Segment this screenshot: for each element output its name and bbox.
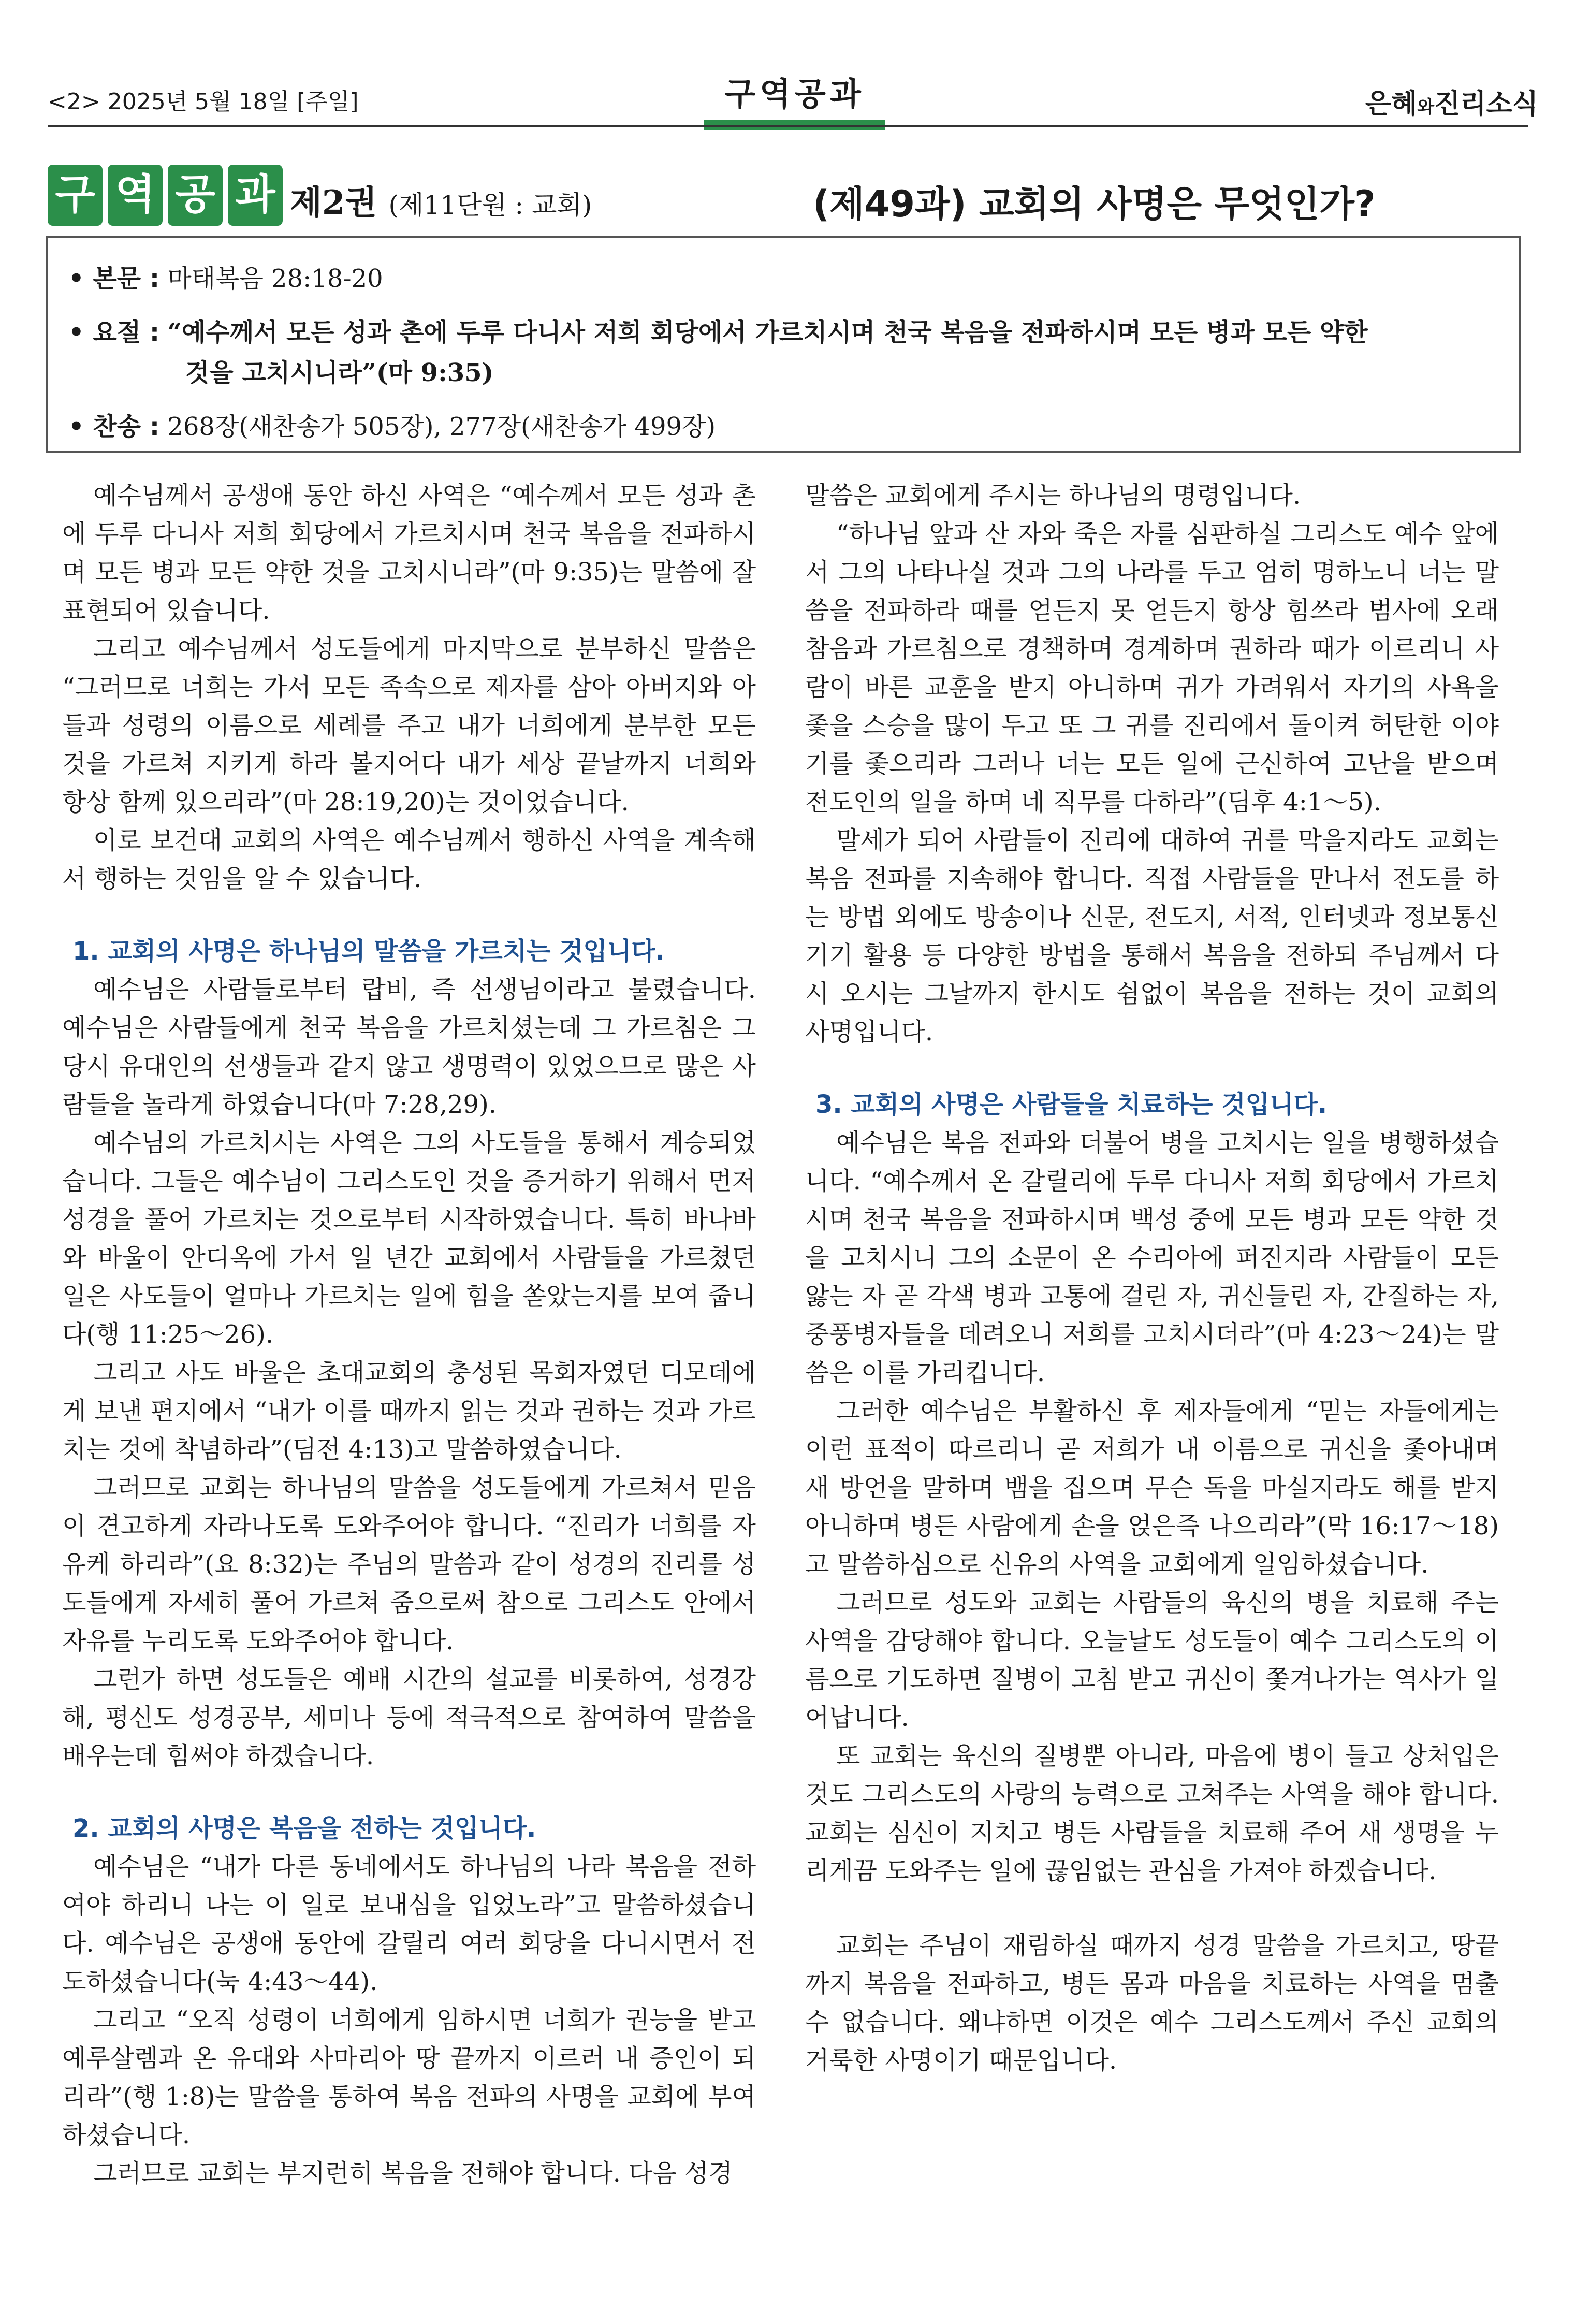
paragraph: 이로 보건대 교회의 사역은 예수님께서 행하신 사역을 계속해서 행하는 것임을 알 수 있습니다. xyxy=(62,826,756,893)
publication-name xyxy=(1365,82,1538,121)
section-heading-2: 2. 교회의 사명은 복음을 전하는 것입니다. xyxy=(72,1814,536,1843)
badge-char: 과 xyxy=(228,165,283,226)
key-verse-line2: 것을 고치시니라”(마 9:35) xyxy=(185,358,494,387)
conclusion-paragraph: 교회는 주님이 재림하실 때까지 성경 말씀을 가르치고, 땅끝까지 복음을 전파하고, 병든 몸과 마음을 치료하는 사역을 멈출 수 없습니다. 왜냐하면 이것은 예수 그리스도께서 주신 교회의 거룩한 사명이기 때문입니다. xyxy=(805,1931,1499,2075)
paragraph: 말세가 되어 사람들이 진리에 대하여 귀를 막을지라도 교회는 복음 전파를 지속해야 합니다. 직접 사람들을 만나서 전도를 하는 방법 외에도 방송이나 신문, 전도지, 서적, 인터넷과 정보통신 기기 활용 등 다양한 방법을 통해서 복음을 전하되 주님께서 다시 오시는 그날까지 한시도 쉼없이 복음을 전하는 것이 교회의 사명입니다. xyxy=(805,826,1499,1047)
paragraph: 그러한 예수님은 부활하신 후 제자들에게 “믿는 자들에게는 이런 표적이 따르리니 곧 저희가 내 이름으로 귀신을 좇아내며 새 방언을 말하며 뱀을 집으며 무슨 독을 마실지라도 해를 받지 아니하며 병든 사람에게 손을 얹은즉 나으리라”(막 16:17～18)고 말씀하심으로 신유의 사역을 교회에게 일임하셨습니다. xyxy=(805,1397,1499,1579)
key-verse-line1: “예수께서 모든 성과 촌에 두루 다니사 저희 회당에서 가르치시며 천국 복음을 전파하시며 모든 병과 모든 약한 xyxy=(167,318,1368,347)
badge-char: 역 xyxy=(108,165,163,226)
spacer xyxy=(805,1890,1499,1926)
unit-info: (제11단원 : 교회) xyxy=(388,190,592,220)
publication-wa: 와 xyxy=(1417,97,1435,118)
page-date-info: <2> 2025년 5월 18일 [주일] xyxy=(48,89,359,115)
volume-info xyxy=(290,176,592,224)
right-column xyxy=(805,476,1499,2080)
hymn-value: 268장(새찬송가 505장), 277장(새찬송가 499장) xyxy=(167,412,716,441)
section-heading-1: 1. 교회의 사명은 하나님의 말씀을 가르치는 것입니다. xyxy=(72,937,665,966)
volume-number: 제2권 xyxy=(290,183,377,222)
paragraph: 또 교회는 육신의 질병뿐 아니라, 마음에 병이 들고 상처입은 것도 그리스도의 사랑의 능력으로 고쳐주는 사역을 해야 합니다. 교회는 심신이 지치고 병든 사람들을 치료해 주어 새 생명을 누리게끔 도와주는 일에 끊임없는 관심을 가져야 하겠습니다. xyxy=(805,1741,1499,1885)
paragraph: 그러므로 성도와 교회는 사람들의 육신의 병을 치료해 주는 사역을 감당해야 합니다. 오늘날도 성도들이 예수 그리스도의 이름으로 기도하면 질병이 고침 받고 귀신이 쫓겨나가는 역사가 일어납니다. xyxy=(805,1588,1499,1732)
paragraph: 그런가 하면 성도들은 예배 시간의 설교를 비롯하여, 성경강해, 평신도 성경공부, 세미나 등에 적극적으로 참여하여 말씀을 배우는데 힘써야 하겠습니다. xyxy=(62,1665,756,1770)
hymn-row xyxy=(68,406,1498,447)
lesson-title: (제49과) 교회의 사명은 무엇인가? xyxy=(813,183,1376,225)
paragraph: 그러므로 교회는 부지런히 복음을 전해야 합니다. 다음 성경 xyxy=(93,2159,733,2188)
paragraph: 예수님은 “내가 다른 동네에서도 하나님의 나라 복음을 전하여야 하리니 나는 이 일로 보내심을 입었노라”고 말씀하셨습니다. 예수님은 공생애 동안에 갈릴리 여러 회당을 다니시면서 전도하셨습니다(눅 4:43～44). xyxy=(62,1852,756,1996)
scripture-value: 마태복음 28:18-20 xyxy=(167,264,383,293)
paragraph: 그러므로 교회는 하나님의 말씀을 성도들에게 가르쳐서 믿음이 견고하게 자라나도록 도와주어야 합니다. “진리가 너희를 자유케 하리라”(요 8:32)는 주님의 말씀과 같이 성경의 진리를 성도들에게 자세히 풀어 가르쳐 줌으로써 참으로 그리스도 안에서 자유를 누리도록 도와주어야 합니다. xyxy=(62,1473,756,1655)
key-verse-label: • 요절 : xyxy=(68,318,160,347)
paragraph: 예수님은 사람들로부터 랍비, 즉 선생님이라고 불렸습니다. 예수님은 사람들에게 천국 복음을 가르치셨는데 그 가르침은 그 당시 유대인의 선생들과 같지 않고 생명력이 있었으므로 많은 사람들을 놀라게 하였습니다(마 7:28,29). xyxy=(62,975,756,1119)
paragraph: 그리고 사도 바울은 초대교회의 충성된 목회자였던 디모데에게 보낸 편지에서 “내가 이를 때까지 읽는 것과 권하는 것과 가르치는 것에 착념하라”(딤전 4:13)고 말씀하였습니다. xyxy=(62,1358,756,1464)
badge-char: 구 xyxy=(48,165,103,226)
left-column xyxy=(62,476,756,2192)
scripture-text-row xyxy=(68,258,1498,299)
paragraph: 말씀은 교회에게 주시는 하나님의 명령입니다. xyxy=(805,481,1301,510)
lesson-badge xyxy=(48,165,283,226)
publication-main: 은혜 xyxy=(1365,89,1418,120)
paragraph: 그리고 예수님께서 성도들에게 마지막으로 분부하신 말씀은 “그러므로 너희는 가서 모든 족속으로 제자를 삼아 아버지와 아들과 성령의 이름으로 세례를 주고 내가 너희에게 분부한 모든 것을 가르쳐 지키게 하라 볼지어다 내가 세상 끝날까지 너희와 항상 함께 있으리라”(마 28:19,20)는 것이었습니다. xyxy=(62,634,756,817)
badge-char: 공 xyxy=(168,165,223,226)
hymn-label: • 찬송 : xyxy=(68,412,160,441)
info-box xyxy=(46,236,1521,453)
paragraph: “하나님 앞과 산 자와 죽은 자를 심판하실 그리스도 예수 앞에서 그의 나타나실 것과 그의 나라를 두고 엄히 명하노니 너는 말씀을 전파하라 때를 얻든지 못 얻든지 항상 힘쓰라 범사에 오래 참음과 가르침으로 경책하며 경계하며 권하라 때가 이르리니 사람이 바른 교훈을 받지 아니하며 귀가 가려워서 자기의 사욕을 좇을 스승을 많이 두고 또 그 귀를 진리에서 돌이켜 허탄한 이야기를 좇으리라 그러나 너는 모든 일에 근신하여 고난을 받으며 전도인의 일을 하며 네 직무를 다하라”(딤후 4:1～5). xyxy=(805,519,1499,817)
section-title: 구역공과 xyxy=(724,75,865,113)
key-verse-row xyxy=(68,312,1498,393)
scripture-label: • 본문 : xyxy=(68,264,160,293)
paragraph: 예수님의 가르치시는 사역은 그의 사도들을 통해서 계승되었습니다. 그들은 예수님이 그리스도인 것을 증거하기 위해서 먼저 성경을 풀어 가르치는 것으로부터 시작하였습니다. 특히 바나바와 바울이 안디옥에 가서 일 년간 교회에서 사람들을 가르쳤던 일은 사도들이 얼마나 가르치는 일에 힘을 쏟았는지를 보여 줍니다(행 11:25～26). xyxy=(62,1128,756,1349)
publication-end: 진리소식 xyxy=(1434,89,1538,120)
paragraph: 그리고 “오직 성령이 너희에게 임하시면 너희가 권능을 받고 예루살렘과 온 유대와 사마리아 땅 끝까지 이르러 내 증인이 되리라”(행 1:8)는 말씀을 통하여 복음 전파의 사명을 교회에 부여하셨습니다. xyxy=(62,2006,756,2149)
section-heading-3: 3. 교회의 사명은 사람들을 치료하는 것입니다. xyxy=(815,1090,1328,1119)
paragraph: 예수님은 복음 전파와 더불어 병을 고치시는 일을 병행하셨습니다. “예수께서 온 갈릴리에 두루 다니사 저희 회당에서 가르치시며 천국 복음을 전파하시며 백성 중에 모든 병과 모든 약한 것을 고치시니 그의 소문이 온 수리아에 퍼진지라 사람들이 모든 앓는 자 곧 각색 병과 고통에 걸린 자, 귀신들린 자, 간질하는 자, 중풍병자들을 데려오니 저희를 고치시더라”(마 4:23～24)는 말씀은 이를 가리킵니다. xyxy=(805,1128,1499,1387)
paragraph: 예수님께서 공생애 동안 하신 사역은 “예수께서 모든 성과 촌에 두루 다니사 저희 회당에서 가르치시며 천국 복음을 전파하시며 모든 병과 모든 약한 것을 고치시니라”(마 9:35)는 말씀에 잘 표현되어 있습니다. xyxy=(62,481,756,625)
header-rule xyxy=(48,125,1528,127)
